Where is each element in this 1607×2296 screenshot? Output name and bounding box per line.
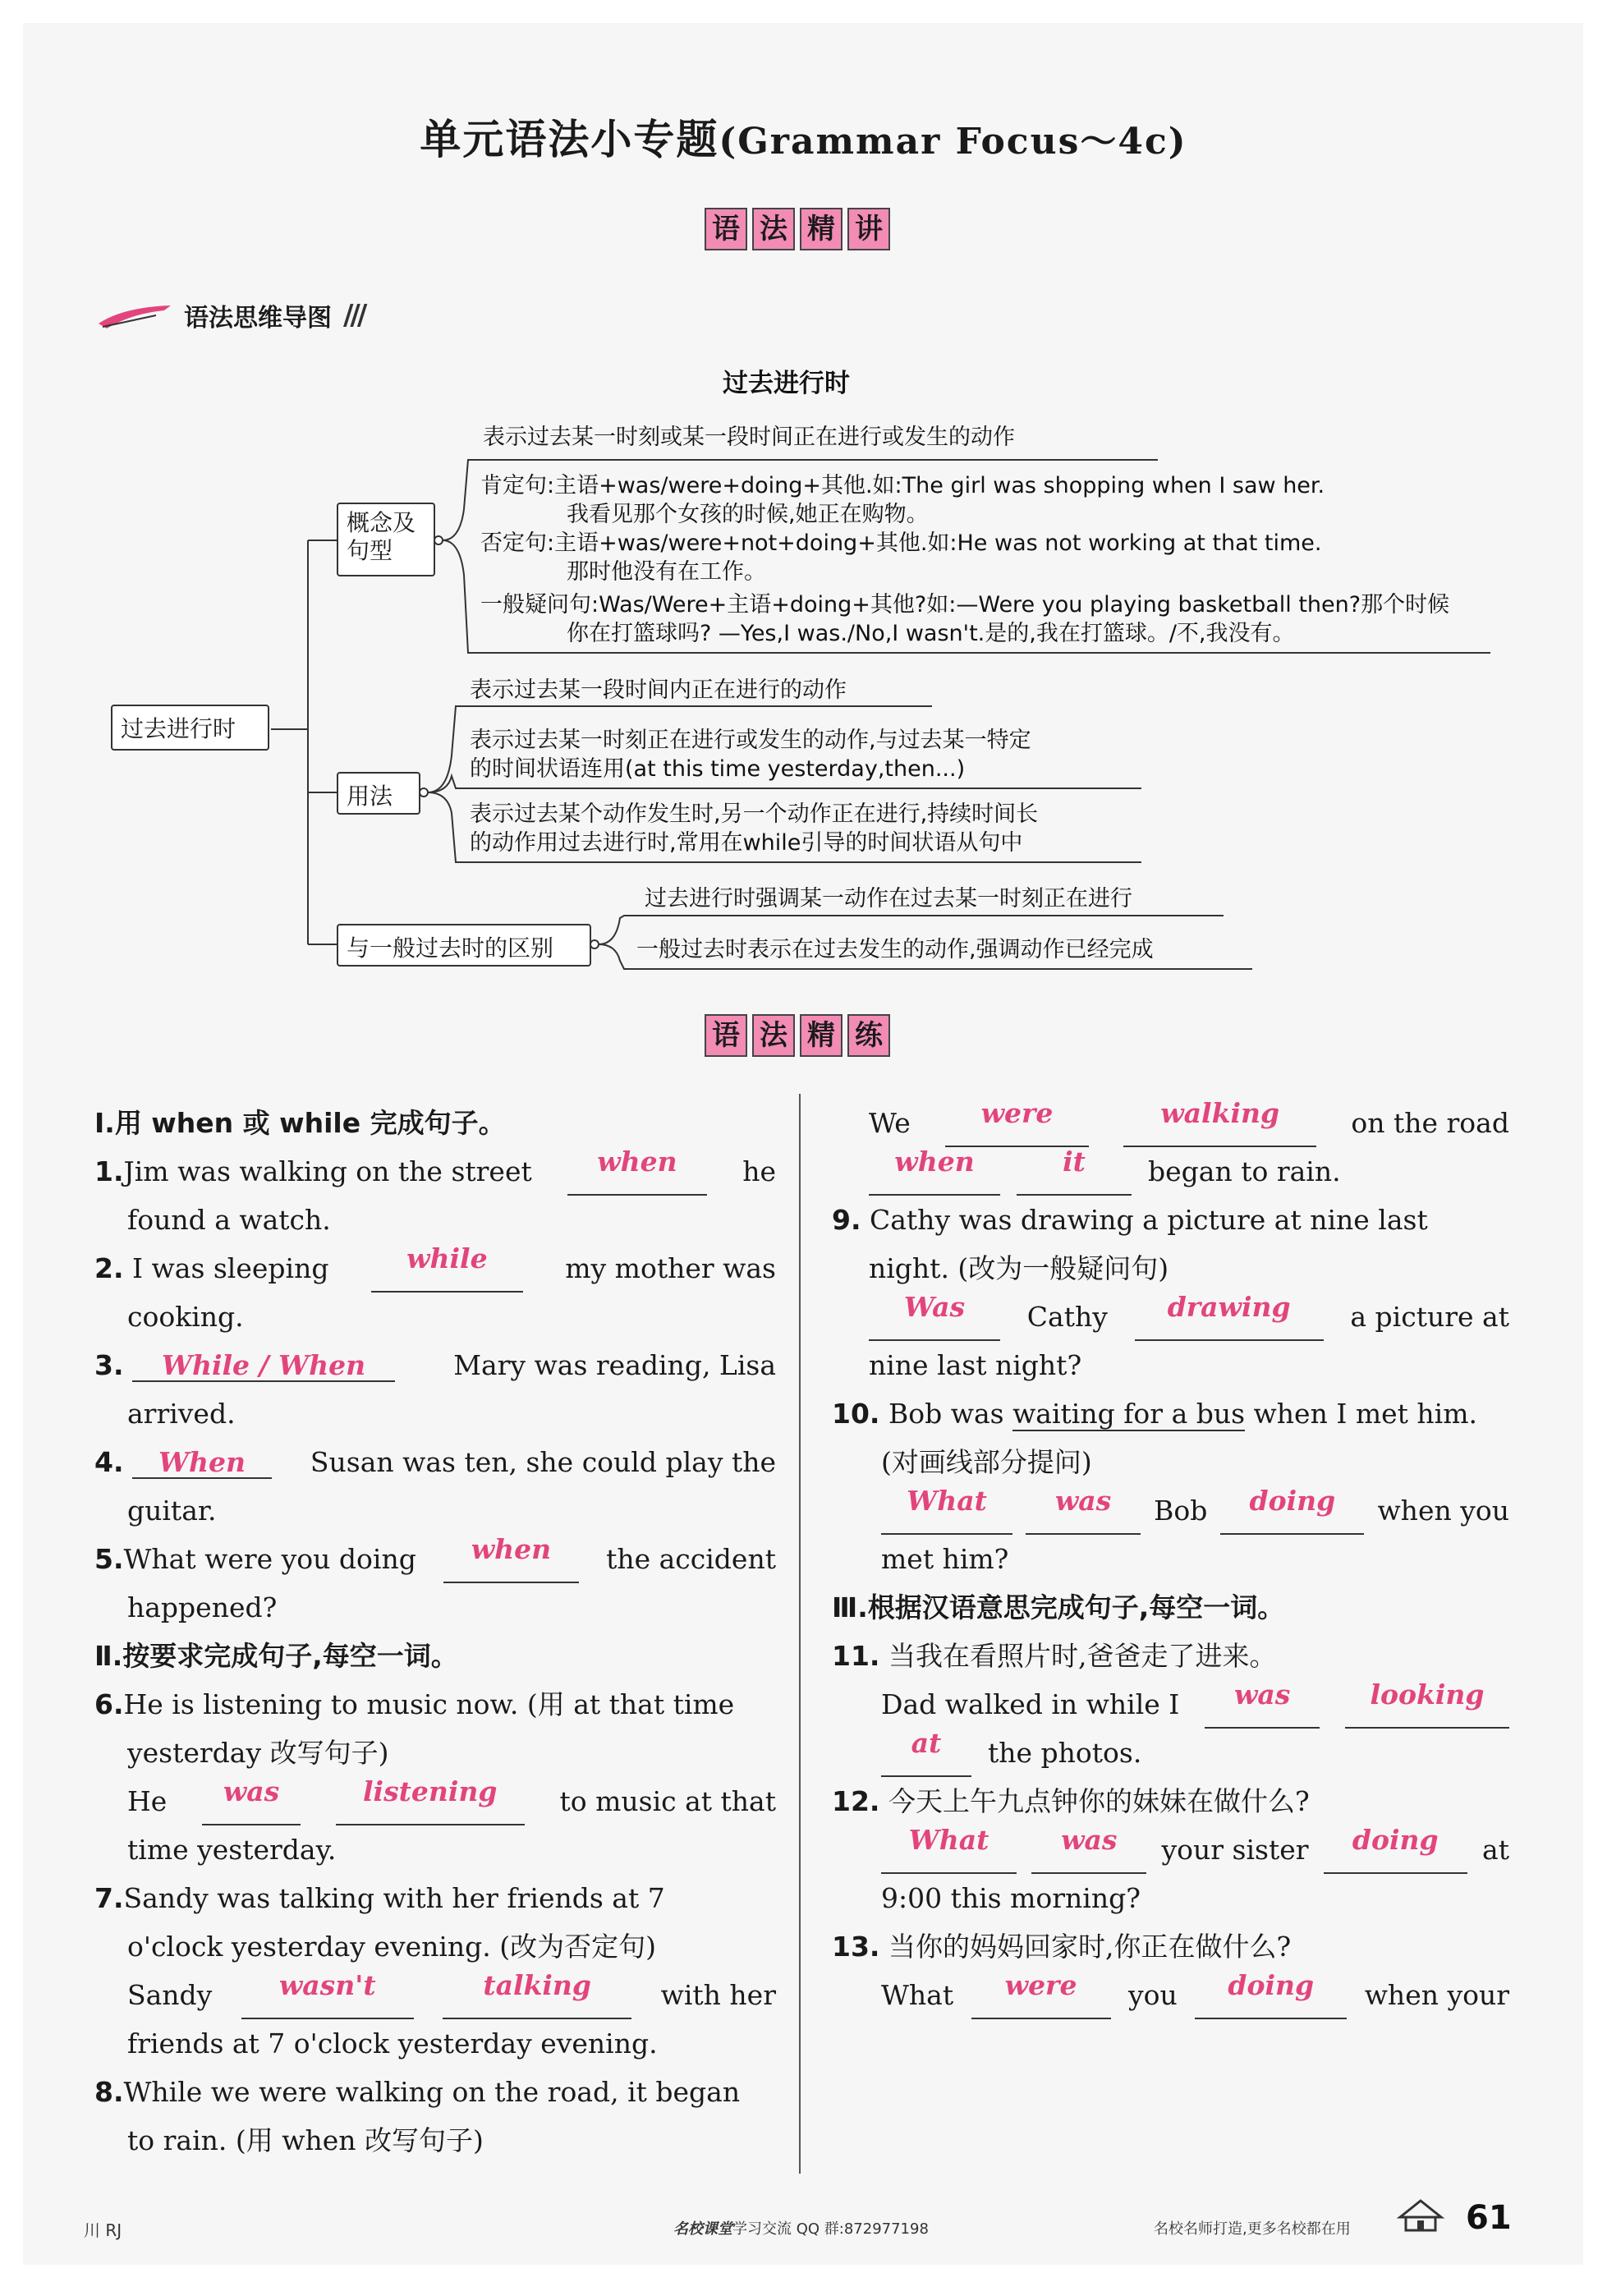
question-12 [832, 1777, 1509, 1922]
q-text: your sister [1161, 1834, 1309, 1866]
q-num: 8. [94, 2076, 124, 2108]
badge-char: 语 [705, 1014, 747, 1057]
q-text: a picture at [1350, 1301, 1509, 1333]
mm-definition: 表示过去某一时刻或某一段时间正在进行或发生的动作 [483, 425, 1015, 450]
q-text: 当我在看照片时,爸爸走了进来。 [888, 1640, 1277, 1672]
q-text: on the road [1351, 1107, 1509, 1139]
node-concept [337, 503, 435, 576]
question-8 [94, 2068, 776, 2165]
answer-blank: When [132, 1448, 272, 1479]
q-text: Dad walked in while I [881, 1688, 1180, 1720]
q-num: 13. [832, 1931, 880, 1963]
right-column [832, 1099, 1509, 2019]
q-text: arrived. [127, 1398, 236, 1430]
q-text: when you [1377, 1495, 1509, 1527]
answer-blank: when [567, 1147, 707, 1196]
q-text: He [127, 1785, 168, 1817]
mm-question: 一般疑问句:Was/Were+主语+doing+其他?如:—Were you playing basketball then?那个时候 [480, 592, 1450, 618]
mm-affirmative: 肯定句:主语+was/were+doing+其他.如:The girl was shopping when I saw her. [480, 473, 1325, 498]
q-text: began to rain. [1148, 1155, 1341, 1187]
column-divider [799, 1094, 801, 2174]
answer-blank: What [881, 1825, 1017, 1874]
mm-usage-2b: 的时间状语连用(at this time yesterday,then...) [470, 756, 966, 782]
q-text: Bob was [888, 1398, 1004, 1430]
q-num: 4. [94, 1446, 124, 1478]
q-text: Cathy [1026, 1301, 1108, 1333]
q-text: Susan was ten, she could play the [310, 1446, 776, 1478]
q-text: We [869, 1107, 911, 1139]
section-2-heading: Ⅱ.按要求完成句子,每空一词。 [94, 1640, 458, 1672]
question-11 [832, 1632, 1509, 1777]
q-text: night. (改为一般疑问句) [869, 1252, 1169, 1284]
q-num: 12. [832, 1785, 880, 1817]
section-3-heading: Ⅲ.根据汉语意思完成句子,每空一词。 [832, 1591, 1285, 1623]
footer-center [673, 2217, 929, 2239]
node-usage: 用法 [337, 772, 420, 815]
answer-blank: was [202, 1777, 301, 1825]
title-en: (Grammar Focus～4c) [719, 121, 1187, 163]
question-10 [832, 1389, 1509, 1583]
answer-blank: were [971, 1971, 1111, 2019]
q-text: I was sleeping [132, 1252, 329, 1284]
answer-blank: were [945, 1099, 1089, 1147]
q-num: 5. [94, 1543, 124, 1575]
q-num: 11. [832, 1640, 880, 1672]
badge-grammar-practice [705, 1014, 890, 1057]
root-node: 过去进行时 [111, 705, 269, 751]
q-text: my mother was [565, 1252, 776, 1284]
question-5 [94, 1535, 776, 1583]
question-6 [94, 1680, 776, 1874]
node-concept-line2: 句型 [347, 537, 393, 564]
question-2 [94, 1244, 776, 1293]
q-text: 9:00 this morning? [881, 1882, 1141, 1914]
page-number: 61 [1466, 2199, 1512, 2237]
question-7 [94, 1874, 776, 2068]
answer-blank: while [371, 1244, 523, 1293]
question-1 [94, 1147, 776, 1196]
q-text: the photos. [988, 1737, 1142, 1769]
answer-blank: wasn't [241, 1971, 414, 2019]
badge-char: 精 [800, 1014, 843, 1057]
question-8-answer-line [832, 1099, 1509, 1147]
title-cn: 单元语法小专题 [420, 116, 719, 163]
q-text: at [1482, 1834, 1509, 1866]
mind-map-heading: 过去进行时 [723, 369, 850, 398]
answer-blank: Was [869, 1293, 1000, 1341]
answer-blank: was [1026, 1486, 1141, 1535]
q-text: found a watch. [127, 1204, 331, 1236]
badge-char: 语 [705, 208, 747, 250]
q-num: 1. [94, 1155, 124, 1187]
q-text: happened? [127, 1591, 278, 1623]
slashes-decoration: /// [343, 299, 365, 332]
mind-map-label-text: 语法思维导图 [184, 304, 332, 333]
q-text: Sandy was talking with her friends at 7 [123, 1882, 665, 1914]
left-column [94, 1099, 776, 2165]
answer-blank: What [881, 1486, 1012, 1535]
underlined-phrase: waiting for a bus [1012, 1398, 1246, 1430]
question-8-answer-line-2 [832, 1147, 1509, 1196]
q-num: 6. [94, 1688, 124, 1720]
q-text: o'clock yesterday evening. (改为否定句) [127, 1931, 657, 1963]
answer-blank: doing [1324, 1825, 1467, 1874]
q-text: 当你的妈妈回家时,你正在做什么? [888, 1931, 1292, 1963]
q-text: cooking. [127, 1301, 244, 1333]
mm-usage-1: 表示过去某一段时间内正在进行的动作 [470, 677, 847, 703]
school-logo-icon [1396, 2194, 1445, 2235]
node-difference: 与一般过去时的区别 [337, 924, 591, 967]
answer-blank: was [1205, 1680, 1320, 1729]
q-text: Bob [1154, 1495, 1208, 1527]
answer-blank: looking [1345, 1680, 1509, 1729]
question-13 [832, 1922, 1509, 2019]
node-concept-line1: 概念及 [347, 509, 416, 536]
answer-blank: talking [443, 1971, 631, 2019]
mm-negative-cn: 那时他没有在工作。 [567, 559, 766, 585]
answer-blank: listening [336, 1777, 525, 1825]
q-text: met him? [881, 1543, 1009, 1575]
q-num: 7. [94, 1882, 124, 1914]
q-text: Sandy [127, 1979, 213, 2011]
q-text: Cathy was drawing a picture at nine last [870, 1204, 1428, 1236]
q-text: he [742, 1155, 776, 1187]
q-text: guitar. [127, 1495, 217, 1527]
answer-blank: when [869, 1147, 1000, 1196]
section-1-heading: Ⅰ.用 when 或 while 完成句子。 [94, 1107, 506, 1139]
q-num: 3. [94, 1349, 124, 1381]
footer-brand: 名校课堂 [673, 2220, 732, 2238]
footer-edition: 川 RJ [84, 2220, 122, 2240]
badge-char: 法 [752, 208, 795, 250]
mm-question-cn: 你在打篮球吗? —Yes,I was./No,I wasn't.是的,我在打篮球。/不,我没有。 [567, 621, 1295, 646]
q-text: What [881, 1979, 954, 2011]
q-text: friends at 7 o'clock yesterday evening. [127, 2027, 658, 2060]
q-text: Mary was reading, Lisa [453, 1349, 776, 1381]
answer-blank: doing [1195, 1971, 1347, 2019]
answer-blank: was [1031, 1825, 1146, 1874]
q-text: when I met him. [1253, 1398, 1478, 1430]
q-text: to music at that [559, 1785, 776, 1817]
question-9 [832, 1196, 1509, 1389]
q-text: the accident [606, 1543, 776, 1575]
badge-char: 练 [847, 1014, 890, 1057]
mm-usage-2a: 表示过去某一时刻正在进行或发生的动作,与过去某一特定 [470, 728, 1031, 753]
q-text: time yesterday. [127, 1834, 337, 1866]
q-text: to rain. (用 when 改写句子) [127, 2124, 484, 2156]
mm-negative: 否定句:主语+was/were+not+doing+其他.如:He was not working at that time. [480, 530, 1322, 556]
mm-usage-3b: 的动作用过去进行时,常用在while引导的时间状语从句中 [470, 830, 1023, 856]
badge-char: 精 [800, 208, 843, 250]
q-num: 10. [832, 1398, 880, 1430]
q-num: 9. [832, 1204, 861, 1236]
mm-diff-2: 一般过去时表示在过去发生的动作,强调动作已经完成 [636, 937, 1154, 962]
q-text: with her [660, 1979, 776, 2011]
badge-char: 讲 [847, 208, 890, 250]
q-text: Jim was walking on the street [123, 1155, 532, 1187]
answer-blank: it [1017, 1147, 1132, 1196]
q-text: He is listening to music now. (用 at that time [123, 1688, 735, 1720]
answer-blank: walking [1123, 1099, 1316, 1147]
mm-affirmative-cn: 我看见那个女孩的时候,她正在购物。 [567, 502, 929, 527]
q-text: (对画线部分提问) [881, 1446, 1092, 1478]
q-text: nine last night? [869, 1349, 1082, 1381]
q-text: when your [1364, 1979, 1509, 2011]
mm-usage-3a: 表示过去某个动作发生时,另一个动作正在进行,持续时间长 [470, 801, 1039, 827]
answer-blank: doing [1220, 1486, 1364, 1535]
q-text: you [1128, 1979, 1178, 2011]
answer-blank: drawing [1135, 1293, 1324, 1341]
q-text: While we were walking on the road, it began [123, 2076, 741, 2108]
mm-diff-1: 过去进行时强调某一动作在过去某一时刻正在进行 [645, 886, 1132, 912]
q-text: 今天上午九点钟你的妹妹在做什么? [888, 1785, 1310, 1817]
q-num: 2. [94, 1252, 124, 1284]
footer-qq: 学习交流 QQ 群:872977198 [732, 2220, 929, 2238]
question-4 [94, 1438, 776, 1486]
badge-char: 法 [752, 1014, 795, 1057]
answer-blank: at [881, 1729, 971, 1777]
answer-blank: when [443, 1535, 579, 1583]
answer-blank: While / When [132, 1351, 395, 1382]
footer-slogan: 名校名师打造,更多名校都在用 [1154, 2220, 1351, 2238]
q-text: yesterday 改写句子) [127, 1737, 389, 1769]
q-text: What were you doing [123, 1543, 416, 1575]
question-3 [94, 1341, 776, 1389]
